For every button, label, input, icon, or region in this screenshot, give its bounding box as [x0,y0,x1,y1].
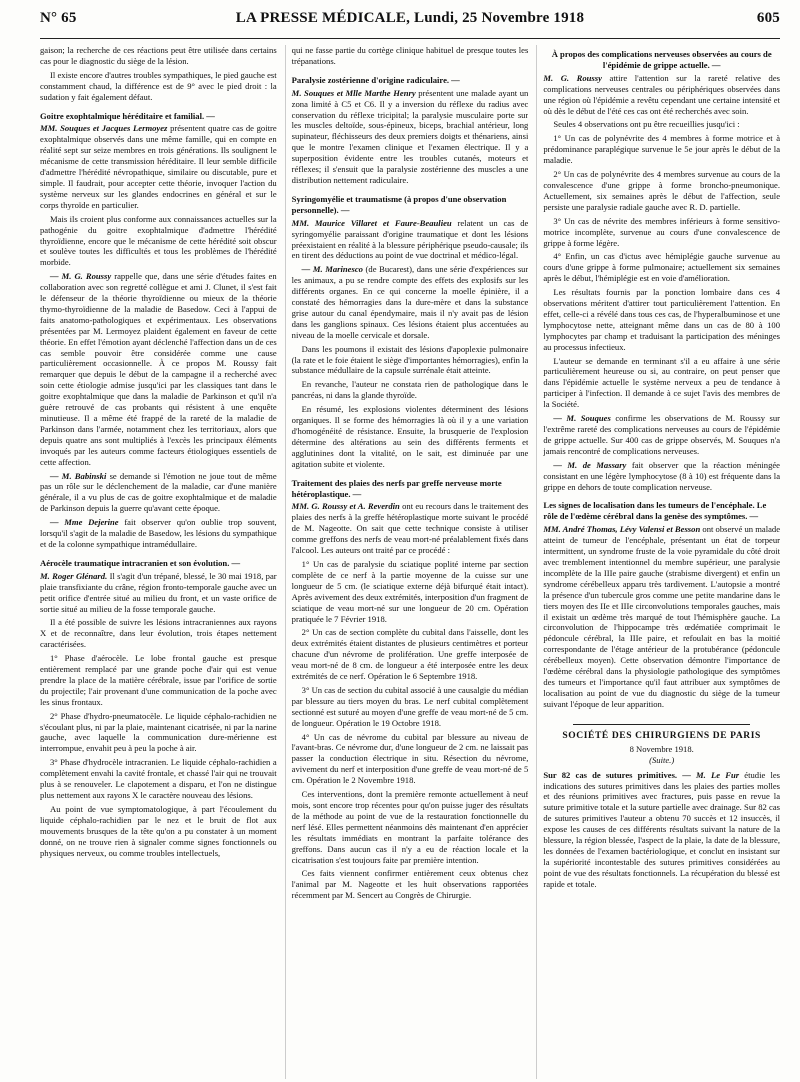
paragraph-text: fait observer qu'on oublie trop souvent, lorsqu'il s'agit de la maladie de Basedow, les lésions du sympathique et de la colonne sympathique intramédullaire. [40,517,277,549]
signes-paragraph [543,524,780,709]
paragraph: Seules 4 observations ont pu être recueillies jusqu'ici : [553,119,740,130]
paragraph: 4° Un cas de névrome du cubital par blessure au niveau de l'avant-bras. Ce névrome dur, d'une longueur de 2 cm. ne laissait pas passer la conduction électrique in situ. Résection du névrome, avivement du nerf et interposition d'une greffe de veau mort-né de 5 cm. Opération le 2 Novembre 1918. [291,731,529,786]
section-title-paralysie: Paralysie zostérienne d'origine radiculaire. — [291,74,460,85]
author-names: M. Le Fur [696,769,740,780]
section-title-sutures: Sur 82 cas de sutures primitives. — [543,769,691,780]
paragraph-text: (de Bucarest), dans une série d'expériences sur les animaux, a pu se rendre compte des effets des explosifs sur les différents organes. En ce qui concerne la moelle épinière, il a constaté des hémorragies dans la dure-mère et dans la substance grise autour du canal épendymaire, mais il n'y avait pas de lésion dans les ganglions spinaux. Ces lésions étaient plus accentuées au niveau de la moelle cervicale et dorsale. [291,264,529,340]
paragraph: 2° Un cas de polynévrite des 4 membres survenue au cours de la convalescence d'une grippe à forme broncho-pneumonique. Actuellement, six semaines après le début de l'affection, seule persiste une paralysie radiale gauche avec R. D. partielle. [543,169,780,212]
paragraph-text: ont eu recours dans le traitement des plaies des nerfs à la greffe hétéroplastique morte suivant le procédé de M. Nageotte. On sait que cette technique consiste à utiliser comme greffons des nerfs de veau mort-né préalablement fixés dans l'alcool. Les auteurs ont traité par ce procédé : [291,501,529,556]
paragraph: Ces interventions, dont la première remonte actuellement à neuf mois, sont encore trop récentes pour qu'on puisse juger des résultats de la méthode au point de vue de la restauration fonctionnelle du nerf lésé. Elles permettent néanmoins dès maintenant d'en apprécier les résultats immédiats en montrant la parfaite tolérance des greffons. Dans aucun cas il n'y a eu de réaction locale et la cicatrisation s'est toujours faite par première intention. [291,789,529,865]
author-names: — M. Babinski [50,470,107,481]
paragraph: Les résultats fournis par la ponction lombaire dans ces 4 observations méritent d'attirer tout particulièrement l'attention. En effet, celle-ci a révélé dans tous ces cas, de l'hyperalbuminose et une lymphocytose nette, atteignant même dans un cas de 80 à 100 lymphocytes par champ et traduisant la participation des méninges au processus infectieux. [543,287,780,352]
dejerine-paragraph [40,517,277,550]
syringo-paragraph [292,218,529,262]
author-names: — M. Souques [553,413,611,424]
complications-paragraph [543,73,780,117]
author-names: MM. Souques et Jacques Lermoyez [40,123,168,134]
section-title-goitre: Goitre exophtalmique héréditaire et familial. — [40,110,215,121]
society-heading: SOCIÉTÉ DES CHIRURGIENS DE PARIS [562,730,761,741]
author-names: M. Roger Glénard. [40,570,108,581]
massary-paragraph [543,460,780,493]
paragraph-text: rappelle que, dans une série d'études faites en collaboration avec son regretté collègue et ami J. Clunet, il s'est fait le défenseur de la théorie thyroïdienne ou mieux de la théorie thymo-thyroïdienne de la maladie de Basedow. Ceci à l'appui de faits anatomo-pathologiques et expérimentaux. Les observations présentées par M. Lermoyez plaident également en faveur de cette théorie. En effet l'émotion ayant déclenché l'affection dans un de ces cas semble pouvoir être considérée comme une cause particulièrement occasionnelle. À ce propos M. Roussy fait remarquer que depuis le début de la campagne il a recherché avec soin cette étiologie admise jusqu'ici par les classiques tant dans le goitre exophtalmique que dans la maladie de Parkinson et qu'il n'a guère retrouvé de cas probants qui résistent à une enquête minutieuse. Il a même été frappé de la rareté de la maladie de Parkinson dans l'armée, notamment chez les territoriaux, alors que depuis quatre ans sont multipliés à l'excès les principaux éléments invoqués par les auteurs comme facteurs étiologiques essentiels de cette affection. [40,271,277,467]
paragraph-text: confirme les observations de M. Roussy sur l'extrême rareté des complications nerveuses au cours de l'épidémie de grippe actuelle. Sur 400 cas de grippe observés, M. Souques n'a jamais rencontré de complications nerveuses. [543,413,780,456]
paragraph: En revanche, l'auteur ne constata rien de pathologique dans le pancréas, ni dans la glande thyroïde. [291,379,529,401]
author-names: — M. Marinesco [301,264,363,275]
paragraph: Mais ils croient plus conforme aux connaissances actuelles sur la pathogénie du goitre exophtalmique d'admettre l'hérédité thyroïdienne, encore que le mécanisme de cette hérédité soit obscur et soulève toutes les difficultés et tous les problèmes de l'hérédité morbide. [40,213,277,268]
sutures-paragraph [543,770,780,890]
page-number: 605 [756,10,780,26]
paragraph: 2° Phase d'hydro-pneumatocèle. Le liquide céphalo-rachidien ne s'écoulant plus, ni par la plaie, maintenant cicatrisée, ni par la narine gauche, avec laquelle la communication dure-mérienne est interrompue, envahit peu à peu la poche à air. [40,710,277,754]
section-divider [573,724,750,725]
paragraph: 4° Enfin, un cas d'ictus avec hémiplégie gauche survenue au cours d'une grippe à forme pulmonaire; actuellement six semaines après le début, l'hémiplégie est en voie d'amélioration. [543,251,780,284]
babinski-paragraph [40,471,277,515]
page-header [40,10,780,39]
paragraph: 1° Phase d'aérocèle. Le lobe frontal gauche est presque entièrement remplacé par une grande poche d'air qui est venue prendre la place de la matière cérébrale, issue par l'orifice de sortie du projectile; l'air provenant d'une communication de la poche avec les sinus frontaux. [40,653,277,707]
paragraph-text: ont observé un malade atteint de tumeur de l'encéphale, présentant un état de torpeur intermittent, un syndrome fruste de la voie pyramidale du côté droit avec tremblement intentionnel du membre supérieur, une paralysie incomplète de la IIIe paire gauche (strabisme divergent) et enfin un syndrome cérébelleux apparu très tardivement. L'autopsie a montré la présence d'un tubercule gros comme une petite mandarine dans le tiers moyen des IIe et IIIe circonvolutions temporales gauches, mais il existait un œdème très marqué de tout l'hémisphère gauche. La circonvolution de l'hippocampe très œdématiée comprimait le pédoncule cérébral, la IIIe paire, et refoulait en bas la moitié correspondante de l'étage antérieur de la protubérance (pédoncule cérébelleux moyen). Cette observation démontre l'importance de l'œdème cérébral dans la physiologie pathologique des symptômes des tumeurs et l'importance qu'il faut attribuer aux symptômes de localisation au point de vue du diagnostic du siège de la tumeur suivant l'époque de leur apparition. [543,524,780,709]
article-columns [40,45,780,1079]
paragraph-text: étudie les indications des sutures primitives dans les plaies des parties molles et des réunions primitives avec fractures, puis passe en revue la suture primitive totale et la suture partielle avec drainage. Sur 82 cas de sutures primitives l'auteur a obtenu 70 succès et 12 insuccès, il expose les causes de ces différents résultats suivant la nature de la blessure, la région blessée, l'aspect de la plaie, la date de la blessure, les données de l'examen bactériologique, et conclut en insistant sur la supériorité incontestable des sutures primitives considérées au point de vue des résultats fonctionnels. La récupération du blessé est rapide et totale. [543,769,780,889]
issue-number: N° 65 [40,10,77,26]
paragraph: 1° Un cas de paralysie du sciatique poplité interne par section complète de ce nerf à la partie moyenne de la cuisse sur une longueur de 5 cm. (le sciatique externe déjà bifurqué était intact). Après avivement des deux extrémités, interposition d'un fragment de sciatique de veau mort-né sur une longueur de 20 cm. Opération pratiquée le 7 Février 1918. [291,558,529,624]
souques-paragraph [543,413,780,457]
paragraph: Ces faits viennent confirmer entièrement ceux obtenus chez l'animal par M. Nageotte et les huit observations rapportées récemment par M. Sencert au Congrès de Chirurgie. [291,868,529,901]
paragraph: 3° Phase d'hydrocèle intracranien. Le liquide céphalo-rachidien a complètement envahi la cavité frontale, et chassé l'air qui ne trouvait plus à se renouveler. Le clapotement a disparu, et l'on ne distingue plus nettement aux rayons X le caractère nouveau des lésions. [40,757,277,800]
paragraph: Dans les poumons il existait des lésions d'apoplexie pulmonaire (la rate et le foie étaient le siège d'importantes hémorragies), enfin la substance médullaire de la capsule surrénale était atteinte. [291,343,529,376]
paragraph-text: relatent un cas de syringomyélie paraissant d'origine traumatique et dont les lésions préexistaient en réalité à la blessure périphérique pseudo-causale; ils en tirent des déductions au point de vue doctrinal et médico-légal. [291,217,529,261]
aerocele-paragraph [40,571,277,615]
paragraph: 3° Un cas de section du cubital associé à une causalgie du médian par blessure au tiers moyen du bras. Le nerf cubital complètement sectionné est suturé au moyen d'une greffe de veau mort-né de 5 cm. de longueur. Opération le 19 Octobre 1918. [291,684,529,728]
paragraph: 3° Un cas de névrite des membres inférieurs à forme sensitivo-motrice incomplète, survenue au cours d'une convalescence de grippe à forme légère. [543,215,780,248]
paragraph: Il existe encore d'autres troubles sympathiques, le pied gauche est constamment chaud, la différence est de 9° avec le pied droit : la sudation y fait également défaut. [40,69,277,102]
author-names: M. G. Roussy [543,72,602,83]
section-title-signes: Les signes de localisation dans les tumeurs de l'encéphale. Le rôle de l'œdème cérébral dans la genèse des symptômes. — [543,500,767,522]
paragraph-text: présentent une malade ayant un zona limité à C5 et C6. Il y a inversion du réflexe du radius avec conservation du réflexe tricipital; la paralysie musculaire porte sur les muscles deltoïde, sous-épineux, biceps, brachial antérieur, long supinateur, fléchisseurs des deux premiers doigts et thénariens, ainsi que le montre l'examen clinique et l'examen électrique. Il y a superposition évidente entre les troubles cutanés, moteurs et réflexes; il s'ensuit que la paralysie zostérienne des muscles a une distribution nettement radiculaire. [291,87,529,185]
section-title-complications: À propos des complications nerveuses observées au cours de l'épidémie de grippe actuelle. — [551,49,772,70]
author-names: MM. G. Roussy et A. Reverdin [291,501,400,512]
goitre-paragraph [40,123,277,210]
paragraph-text: Il s'agit d'un trépané, blessé, le 30 mai 1918, par plaie transfixiante du crâne, région fronto-temporale gauche avec un petit orifice d'entrée situé au milieu du front, et un vaste orifice de sortie situé au milieu de la fosse temporale gauche. [40,570,277,614]
society-continued-note: (Suite.) [649,754,675,765]
paralysie-paragraph [292,88,529,186]
column-3 [536,45,780,1079]
author-names: — Mme Dejerine [50,517,119,528]
column-1 [40,45,277,1079]
section-title-traitement: Traitement des plaies des nerfs par greffe nerveuse morte hétéroplastique. — [291,477,502,499]
traitement-paragraph [292,501,529,556]
paragraph: gaison; la recherche de ces réactions peut être utilisée dans certains cas pour le diagnostic du siège de la lésion. [40,45,277,66]
author-names: MM. André Thomas, Lévy Valensi et Besson [543,524,701,535]
paragraph-text: se demande si l'émotion ne joue tout de même pas un rôle sur le déclenchement de la maladie, car d'une manière générale, il a vu plus de cas de goitre exophtalmique et de maladie de Parkinson depuis la guerre qu'avant cette époque. [40,470,277,514]
paragraph: Au point de vue symptomatologique, à part l'écoulement du liquide céphalo-rachidien par le nez et le bruit de flot aux mouvements brusques de la tête qu'on a pu constater à un moment donné, on ne trouve rien à signaler comme signes fonctionnels ou physiques nerveux, ou comme troubles intellectuels, [40,803,277,858]
paragraph: En résumé, les explosions violentes déterminent des lésions organiques. Il se forme des hémorragies là où il y a une variation d'homogénéité de résistance. Ensuite, la brusquerie de l'explosion détermine des altérations au sein des différents ferments et agglutinines dont la vitalité, on le sait, est diminuée par une agitation subite et violente. [291,404,529,469]
author-names: — M. de Massary [553,459,627,470]
section-title-aerocele: Aérocèle traumatique intracranien et son évolution. — [40,557,241,568]
author-names: — M. G. Roussy [50,271,112,282]
paragraph: 2° Un cas de section complète du cubital dans l'aisselle, dont les deux extrémités étaient distantes de plusieurs centimètres et porteur chacune d'un névrome de prolifération. Une greffe interposée de veau mort-né de 8 cm. de longueur a été interposée entre les deux extrémités de ce nerf. Opération le 6 Septembre 1918. [291,627,529,682]
column-2 [285,45,529,1079]
paragraph-text: présentent quatre cas de goitre exophtalmique observés dans une même famille, qui en compte en réalité sept sur seize membres en trois générations. Ils soulignent le mécanisme de cette transmission héréditaire. Il leur semble difficile d'admettre l'hérédité névropathique, similaire ou discutable, pure et simple. Il faudrait, pour accepter cette théorie, invoquer l'action du système nerveux sur les glandes endocrines en général et sur le corps thyroïde en particulier. [40,123,277,210]
journal-title: LA PRESSE MÉDICALE, Lundi, 25 Novembre 1918 [235,10,585,26]
author-names: MM. Maurice Villaret et Faure-Beaulieu [291,217,452,228]
society-date: 8 Novembre 1918. [629,743,694,754]
roussy-paragraph [40,271,277,467]
paragraph: qui ne fasse partie du cortège clinique habituel de presque toutes les trépanations. [291,45,529,66]
author-names: M. Souques et Mlle Marthe Henry [291,87,416,98]
section-title-syringomyelie: Syringomyélie et traumatisme (à propos d'une observation personnelle). — [291,193,507,215]
paragraph-text: fait observer que la réaction méningée consistant en une légère lymphocytose (8 à 10) est fréquente dans la grippe en dehors de toute complication nerveuse. [543,459,780,492]
paragraph-text: attire l'attention sur la rareté relative des complications nerveuses centrales ou périphériques observées dans une région où l'épidémie a revêtu cependant une certaine intensité et où dès le début de l'été ces cas ont été recherchés avec soin. [543,72,780,116]
paragraph: Il a été possible de suivre les lésions intracraniennes aux rayons X et de reconnaître, dans leur évolution, trois étapes nettement caractérisées. [40,617,277,650]
paragraph: L'auteur se demande en terminant s'il a eu affaire à une série particulièrement heureuse ou si, au contraire, on peut penser que dans l'épidémie actuelle le système nerveux a peu de tendance à participer à l'infection. Il demande à ce sujet l'avis des membres de la Société. [543,355,780,410]
paragraph: 1° Un cas de polynévrite des 4 membres à forme motrice et à prédominance paraplégique survenue le 5e jour après le début de la maladie. [543,133,780,166]
marinesco-paragraph [292,264,529,340]
